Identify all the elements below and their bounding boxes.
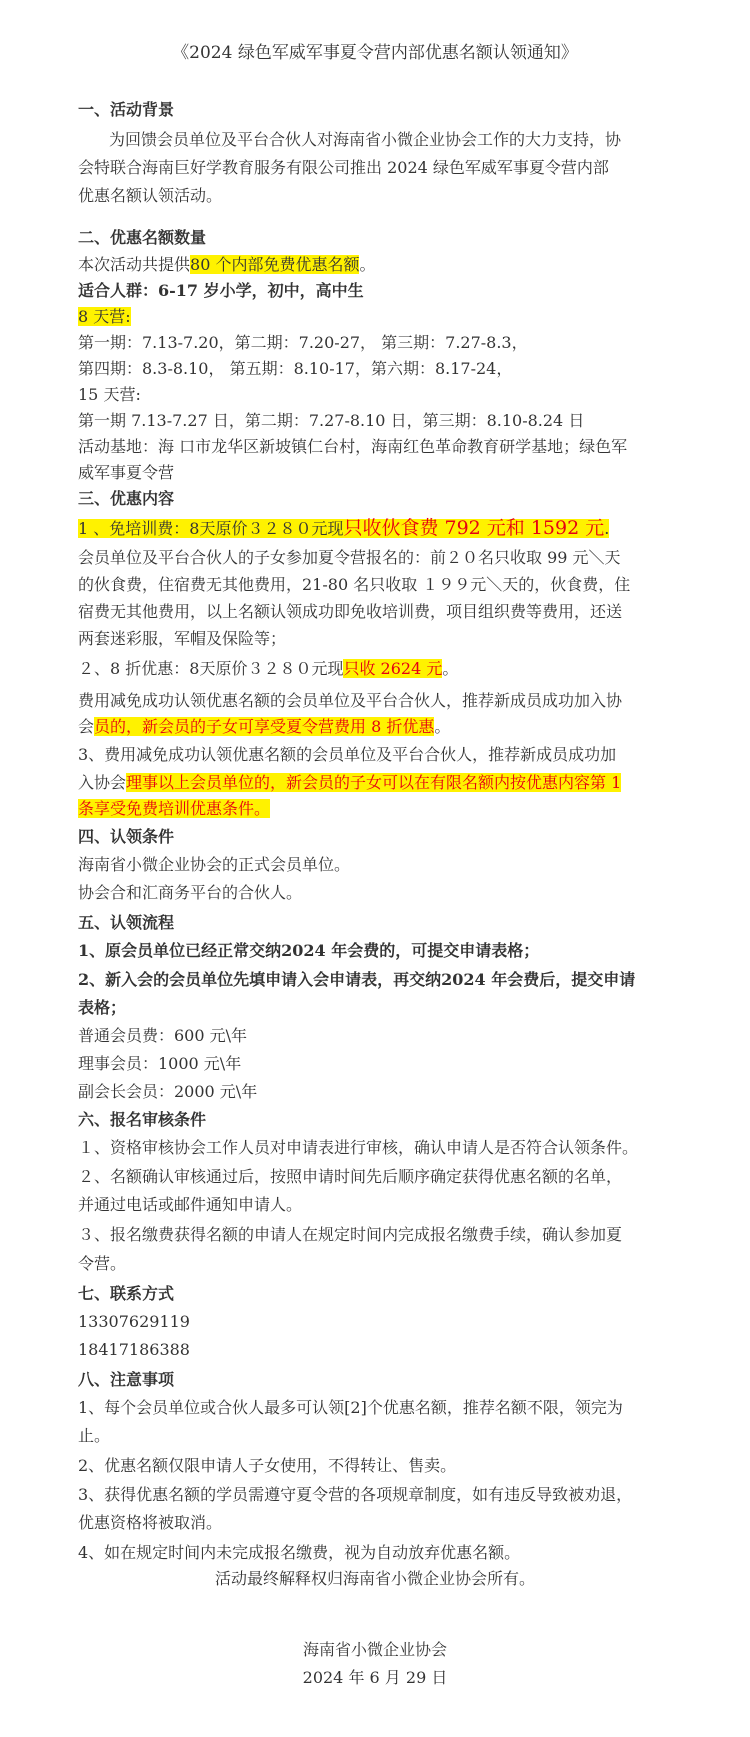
paragraph-line: 2、新入会的会员单位先填申请入会申请表，再交纳2024 年会费后，提交申请	[78, 970, 636, 989]
highlight: 条享受免费培训优惠条件。	[78, 799, 271, 818]
section-heading: 一、活动背景	[78, 100, 175, 119]
paragraph-line: 止。	[78, 1426, 111, 1445]
section-heading: 二、优惠名额数量	[78, 228, 207, 247]
paragraph-line: 第四期：8.3-8.10， 第五期：8.10-17，第六期：8.17-24，	[78, 359, 513, 378]
paragraph-line: 理事会员：1000 元\年	[78, 1054, 242, 1073]
price-emphasis: 只收伙食费 792 元和 1592 元	[343, 517, 605, 539]
paragraph-line: ３、报名缴费获得名额的申请人在规定时间内完成报名缴费手续，确认参加夏	[78, 1225, 623, 1244]
paragraph-line: 普通会员费：600 元\年	[78, 1026, 248, 1045]
paragraph-line: 会员的，新会员的子女可享受夏令营费用 8 折优惠。	[78, 717, 451, 736]
highlight: 8 天营:	[78, 307, 131, 326]
paragraph-line	[78, 796, 270, 822]
paragraph-line: 协会合和汇商务平台的合伙人。	[78, 883, 303, 902]
paragraph-line: 1、原会员单位已经正常交纳2024 年会费的，可提交申请表格；	[78, 941, 540, 960]
paragraph-line: １、资格审核协会工作人员对申请表进行审核，确认申请人是否符合认领条件。	[78, 1138, 639, 1157]
price-emphasis: 只收 2624 元	[343, 659, 443, 678]
signature-date: 2024 年 6 月 29 日	[302, 1668, 448, 1687]
paragraph-line: 并通过电话或邮件通知申请人。	[78, 1195, 303, 1214]
paragraph-line: 令营。	[78, 1254, 127, 1273]
phone-number: 18417186388	[78, 1340, 190, 1359]
paragraph-line: 副会长会员：2000 元\年	[78, 1082, 258, 1101]
section-heading: 七、联系方式	[78, 1284, 175, 1303]
signature-organization: 海南省小微企业协会	[302, 1640, 447, 1659]
paragraph-line: ２、名额确认审核通过后，按照申请时间先后顺序确定获得优惠名额的名单，	[78, 1167, 623, 1186]
paragraph-line: 两套迷彩服，军帽及保险等；	[78, 629, 287, 648]
paragraph-line: 3、获得优惠名额的学员需遵守夏令营的各项规章制度，如有违反导致被劝退，	[78, 1485, 633, 1504]
paragraph-line: 本次活动共提供80 个内部免费优惠名额。	[78, 255, 376, 274]
phone-number: 13307629119	[78, 1312, 190, 1331]
paragraph-line: 第一期：7.13-7.20，第二期：7.20-27， 第三期：7.27-8.3，	[78, 333, 528, 352]
paragraph-line: 会员单位及平台合伙人的子女参加夏令营报名的：前２０名只收取 99 元＼天	[78, 548, 621, 567]
paragraph-line: 费用减免成功认领优惠名额的会员单位及平台合伙人，推荐新成员成功加入协	[78, 691, 623, 710]
paragraph-line: ２、8 折优惠：8天原价３２８０元现只收 2624 元。	[78, 659, 459, 678]
paragraph-line: 活动基地：海 口市龙华区新坡镇仁台村，海南红色革命教育研学基地；绿色军	[78, 437, 628, 456]
section-heading: 三、优惠内容	[78, 489, 175, 508]
paragraph-line: 威军事夏令营	[78, 463, 175, 482]
paragraph-line: 1、每个会员单位或合伙人最多可认领[2]个优惠名额，推荐名额不限，领完为	[78, 1398, 623, 1417]
paragraph-line: 15 天营:	[78, 385, 141, 404]
paragraph-line: 4、如在规定时间内未完成报名缴费，视为自动放弃优惠名额。	[78, 1543, 521, 1562]
paragraph-line: 表格；	[78, 998, 127, 1017]
section-heading: 五、认领流程	[78, 913, 175, 932]
section-heading: 四、认领条件	[78, 827, 175, 846]
highlight: 员的，新会员的子女可享受夏令营费用 8 折优惠	[94, 717, 435, 736]
highlight: 理事以上会员单位的，新会员的子女可以在有限名额内按优惠内容第 1	[126, 773, 622, 792]
section-heading: 八、注意事项	[78, 1370, 175, 1389]
paragraph-line	[78, 515, 609, 542]
disclaimer: 活动最终解释权归海南省小微企业协会所有。	[214, 1569, 535, 1588]
paragraph-line: 海南省小微企业协会的正式会员单位。	[78, 855, 351, 874]
paragraph-line: 优惠资格将被取消。	[78, 1513, 223, 1532]
paragraph-line: 适合人群：6-17 岁小学，初中，高中生	[78, 281, 364, 300]
paragraph-line: 入协会理事以上会员单位的，新会员的子女可以在有限名额内按优惠内容第 1	[78, 773, 622, 792]
paragraph-line: 第一期 7.13-7.27 日，第二期：7.27-8.10 日，第三期：8.10-8.24 日	[78, 411, 585, 430]
paragraph-line: 2、优惠名额仅限申请人子女使用，不得转让、售卖。	[78, 1456, 457, 1475]
paragraph-line: 会特联合海南巨好学教育服务有限公司推出 2024 绿色军威军事夏令营内部	[78, 158, 609, 177]
highlight: 1 、免培训费：8天原价３２８０元现只收伙食费 792 元和 1592 元.	[78, 517, 610, 539]
highlight: 80 个内部免费优惠名额	[190, 255, 360, 274]
section-heading: 六、报名审核条件	[78, 1110, 207, 1129]
paragraph-line: 的伙食费，住宿费无其他费用，21-80 名只收取 １９９元＼天的，伙食费，住	[78, 575, 631, 594]
paragraph-line: 宿费无其他费用，以上名额认领成功即免收培训费，项目组织费等费用，还送	[78, 602, 623, 621]
document-title: 《2024 绿色军威军事夏令营内部优惠名额认领通知》	[172, 43, 578, 63]
paragraph-line	[78, 304, 131, 330]
paragraph-line: 优惠名额认领活动。	[78, 186, 223, 205]
paragraph-line: 3、费用减免成功认领优惠名额的会员单位及平台合伙人，推荐新成员成功加	[78, 745, 617, 764]
paragraph-line: 为回馈会员单位及平台合伙人对海南省小微企业协会工作的大力支持，协	[109, 130, 622, 149]
